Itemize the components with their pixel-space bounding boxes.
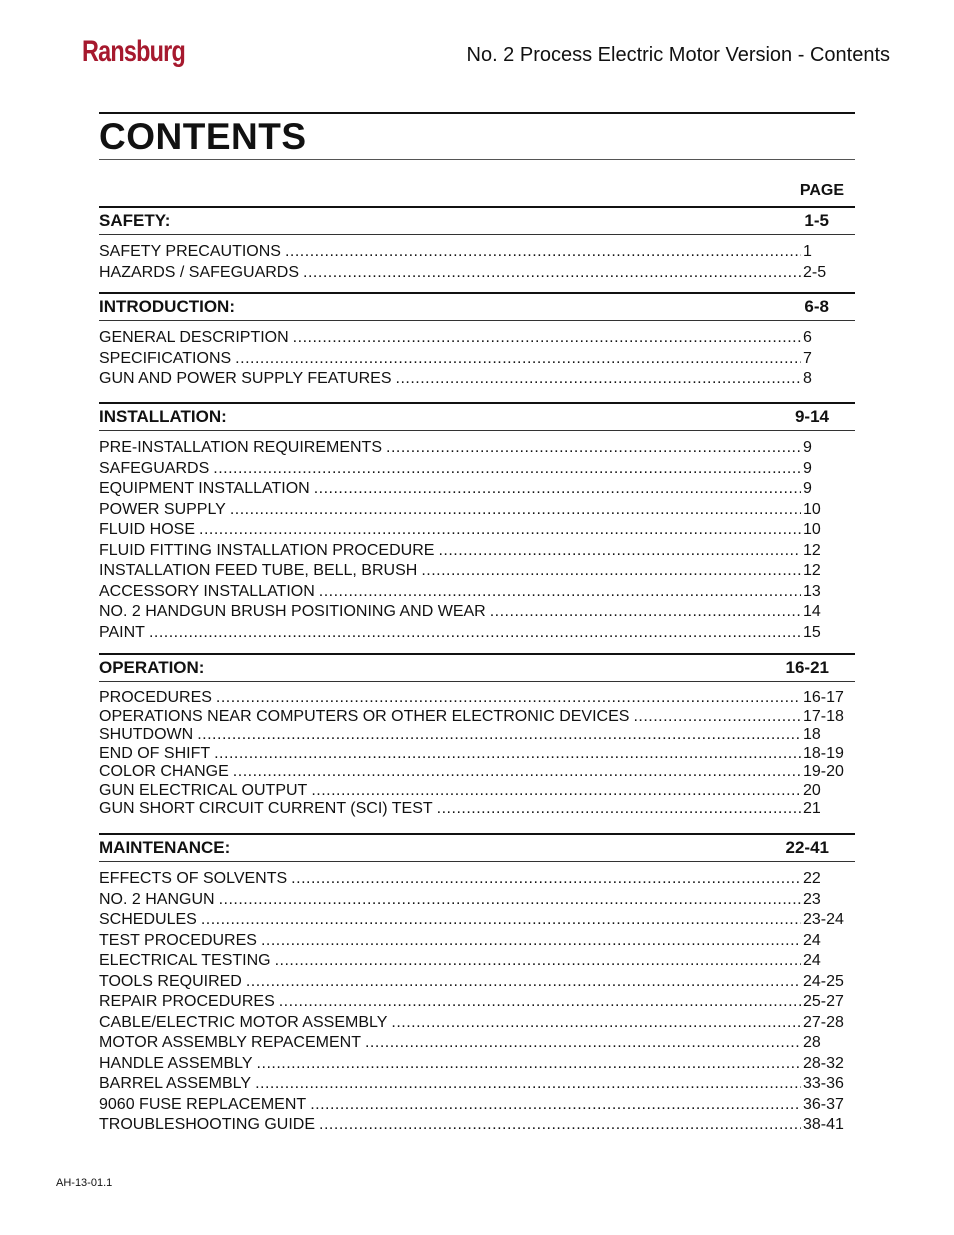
dot-leader: [201, 910, 801, 931]
dot-leader: [291, 869, 801, 890]
entry-page-number: 15: [803, 623, 821, 641]
entry-page-number: 28-32: [803, 1054, 844, 1072]
entry-page-number: 9: [803, 459, 812, 477]
entry-label: SAFEGUARDS: [99, 459, 210, 477]
toc-entry[interactable]: [99, 910, 847, 931]
entry-page-number: 23-24: [803, 911, 844, 928]
section-page-range: 9-14: [794, 407, 829, 426]
entry-label: BARREL ASSEMBLY: [99, 1075, 252, 1092]
dot-leader: [219, 890, 801, 911]
entry-label: MOTOR ASSEMBLY REPACEMENT: [99, 1034, 361, 1051]
toc-entry[interactable]: [99, 561, 847, 582]
entry-page-number: 9: [803, 439, 812, 456]
toc-entry[interactable]: [99, 623, 847, 644]
entry-label: POWER SUPPLY: [99, 500, 226, 518]
toc-entry[interactable]: [99, 500, 847, 521]
dot-leader: [437, 800, 801, 819]
toc-entry[interactable]: [99, 931, 847, 952]
entry-label: FLUID FITTING INSTALLATION PROCEDURE: [99, 541, 435, 559]
dot-leader: [285, 242, 801, 263]
dot-leader: [386, 438, 801, 459]
toc-entry[interactable]: [99, 1074, 847, 1095]
entry-page-number: 36-37: [803, 1095, 844, 1113]
entry-label: SHUTDOWN: [99, 726, 194, 743]
page-column-header: PAGE: [799, 182, 844, 199]
toc-entry[interactable]: [99, 763, 847, 782]
dot-leader: [314, 479, 801, 500]
section-page-range: 16-21: [785, 658, 829, 677]
toc-entry[interactable]: [99, 328, 847, 349]
title-rule: [99, 159, 855, 160]
toc-section: [99, 653, 855, 819]
dot-leader: [391, 1013, 801, 1034]
dot-leader: [233, 763, 801, 782]
entry-page-number: 9: [803, 480, 812, 497]
page-title: CONTENTS: [99, 116, 307, 157]
dot-leader: [438, 541, 801, 562]
dot-leader: [213, 459, 801, 480]
toc-entry[interactable]: [99, 438, 847, 459]
entry-label: PROCEDURES: [99, 689, 212, 706]
toc-entry[interactable]: [99, 689, 847, 708]
entry-label: COLOR CHANGE: [99, 763, 229, 780]
entry-label: TEST PROCEDURES: [99, 931, 257, 949]
entry-label: PAINT: [99, 623, 145, 641]
entry-label: REPAIR PROCEDURES: [99, 993, 275, 1010]
section-heading: [99, 402, 855, 431]
section-title: INTRODUCTION:: [99, 297, 235, 316]
entry-label: ACCESSORY INSTALLATION: [99, 582, 315, 600]
toc-entry[interactable]: [99, 708, 847, 727]
entry-label: FLUID HOSE: [99, 521, 196, 538]
dot-leader: [235, 349, 801, 370]
dot-leader: [257, 1054, 801, 1075]
entry-list: [99, 328, 855, 390]
dot-leader: [275, 951, 801, 972]
entry-list: [99, 438, 855, 643]
entry-label: INSTALLATION FEED TUBE, BELL, BRUSH: [99, 562, 418, 579]
entry-page-number: 14: [803, 603, 821, 620]
entry-page-number: 10: [803, 521, 821, 538]
dot-leader: [310, 1095, 801, 1116]
toc-entry[interactable]: [99, 263, 847, 284]
entry-label: NO. 2 HANGUN: [99, 890, 215, 908]
section-page-range: 1-5: [804, 211, 829, 230]
dot-leader: [230, 500, 801, 521]
toc-entry[interactable]: [99, 800, 847, 819]
section-title: INSTALLATION:: [99, 407, 227, 426]
entry-page-number: 20: [803, 781, 821, 799]
toc-entry[interactable]: [99, 479, 847, 500]
entry-page-number: 12: [803, 541, 821, 559]
toc-entry[interactable]: [99, 890, 847, 911]
entry-page-number: 25-27: [803, 993, 844, 1010]
toc-entry[interactable]: [99, 242, 847, 263]
toc-entry[interactable]: [99, 459, 847, 480]
entry-list: [99, 242, 855, 283]
entry-label: GUN ELECTRICAL OUTPUT: [99, 781, 308, 799]
document-code: AH-13-01.1: [56, 1177, 113, 1189]
entry-label: OPERATIONS NEAR COMPUTERS OR OTHER ELECTRONIC DEVICES: [99, 707, 630, 725]
entry-page-number: 17-18: [803, 707, 844, 725]
entry-label: EQUIPMENT INSTALLATION: [99, 480, 310, 497]
toc-entry[interactable]: [99, 1033, 847, 1054]
toc-entry[interactable]: [99, 520, 847, 541]
entry-label: GUN AND POWER SUPPLY FEATURES: [99, 370, 392, 387]
toc-entry[interactable]: [99, 541, 847, 562]
dot-leader: [303, 263, 801, 284]
toc-entry[interactable]: [99, 349, 847, 370]
entry-page-number: 7: [803, 349, 812, 367]
entry-label: ELECTRICAL TESTING: [99, 952, 271, 969]
entry-label: GUN SHORT CIRCUIT CURRENT (SCI) TEST: [99, 800, 433, 817]
dot-leader: [633, 708, 801, 727]
entry-page-number: 10: [803, 500, 821, 518]
toc-entry[interactable]: [99, 745, 847, 764]
section-page-range: 22-41: [785, 838, 829, 857]
entry-page-number: 18: [803, 726, 821, 743]
entry-page-number: 1: [803, 243, 812, 260]
entry-page-number: 27-28: [803, 1013, 844, 1031]
entry-label: END OF SHIFT: [99, 744, 211, 762]
dot-leader: [255, 1074, 801, 1095]
entry-page-number: 22: [803, 870, 821, 887]
toc-entry[interactable]: [99, 726, 847, 745]
running-header: No. 2 Process Electric Motor Version - Contents: [466, 44, 890, 66]
dot-leader: [490, 602, 801, 623]
entry-page-number: 19-20: [803, 763, 844, 780]
dot-leader: [293, 328, 801, 349]
entry-label: HANDLE ASSEMBLY: [99, 1054, 253, 1072]
entry-page-number: 13: [803, 582, 821, 600]
toc-section: [99, 292, 855, 390]
dot-leader: [421, 561, 801, 582]
dot-leader: [199, 520, 801, 541]
entry-label: HAZARDS / SAFEGUARDS: [99, 263, 300, 281]
toc-entry[interactable]: [99, 951, 847, 972]
toc-entry[interactable]: [99, 582, 847, 603]
toc-entry[interactable]: [99, 782, 847, 801]
entry-list: [99, 869, 855, 1136]
toc-entry[interactable]: [99, 1115, 847, 1136]
entry-page-number: 12: [803, 562, 821, 579]
toc-entry[interactable]: [99, 602, 847, 623]
dot-leader: [214, 745, 801, 764]
toc-entry[interactable]: [99, 1095, 847, 1116]
dot-leader: [246, 972, 801, 993]
entry-page-number: 8: [803, 370, 812, 387]
toc-section: [99, 206, 855, 283]
toc-section: [99, 402, 855, 643]
section-title: SAFETY:: [99, 211, 171, 230]
entry-label: 9060 FUSE REPLACEMENT: [99, 1095, 307, 1113]
toc-entry[interactable]: [99, 1013, 847, 1034]
entry-page-number: 28: [803, 1034, 821, 1051]
entry-page-number: 18-19: [803, 744, 844, 762]
section-page-range: 6-8: [804, 297, 829, 316]
section-heading: [99, 206, 855, 235]
dot-leader: [279, 992, 801, 1013]
toc-entry[interactable]: [99, 1054, 847, 1075]
entry-page-number: 2-5: [803, 263, 827, 281]
entry-label: SAFETY PRECAUTIONS: [99, 243, 281, 260]
entry-label: TOOLS REQUIRED: [99, 972, 242, 990]
entry-page-number: 33-36: [803, 1075, 844, 1092]
entry-label: GENERAL DESCRIPTION: [99, 329, 289, 346]
entry-page-number: 16-17: [803, 689, 844, 706]
toc-entry[interactable]: [99, 369, 847, 390]
entry-label: EFFECTS OF SOLVENTS: [99, 870, 288, 887]
ransburg-logo: Ransburg: [82, 35, 185, 68]
entry-label: CABLE/ELECTRIC MOTOR ASSEMBLY: [99, 1013, 388, 1031]
entry-label: NO. 2 HANDGUN BRUSH POSITIONING AND WEAR: [99, 603, 486, 620]
dot-leader: [216, 689, 801, 708]
entry-label: TROUBLESHOOTING GUIDE: [99, 1116, 316, 1133]
dot-leader: [319, 582, 801, 603]
dot-leader: [261, 931, 801, 952]
section-title: OPERATION:: [99, 658, 205, 677]
toc-section: [99, 833, 855, 1136]
entry-label: SCHEDULES: [99, 911, 197, 928]
entry-page-number: 24: [803, 952, 821, 969]
dot-leader: [396, 369, 802, 390]
section-title: MAINTENANCE:: [99, 838, 231, 857]
entry-list: [99, 689, 855, 819]
dot-leader: [365, 1033, 801, 1054]
section-heading: [99, 653, 855, 682]
section-heading: [99, 833, 855, 862]
entry-page-number: 38-41: [803, 1116, 844, 1133]
section-heading: [99, 292, 855, 321]
entry-label: SPECIFICATIONS: [99, 349, 232, 367]
entry-page-number: 6: [803, 329, 812, 346]
dot-leader: [197, 726, 801, 745]
dot-leader: [319, 1115, 801, 1136]
toc-entry[interactable]: [99, 869, 847, 890]
entry-page-number: 21: [803, 800, 821, 817]
dot-leader: [311, 782, 801, 801]
dot-leader: [149, 623, 801, 644]
toc-entry[interactable]: [99, 972, 847, 993]
entry-page-number: 23: [803, 890, 821, 908]
top-rule: [99, 112, 855, 114]
entry-label: PRE-INSTALLATION REQUIREMENTS: [99, 439, 382, 456]
entry-page-number: 24: [803, 931, 821, 949]
entry-page-number: 24-25: [803, 972, 844, 990]
toc-entry[interactable]: [99, 992, 847, 1013]
